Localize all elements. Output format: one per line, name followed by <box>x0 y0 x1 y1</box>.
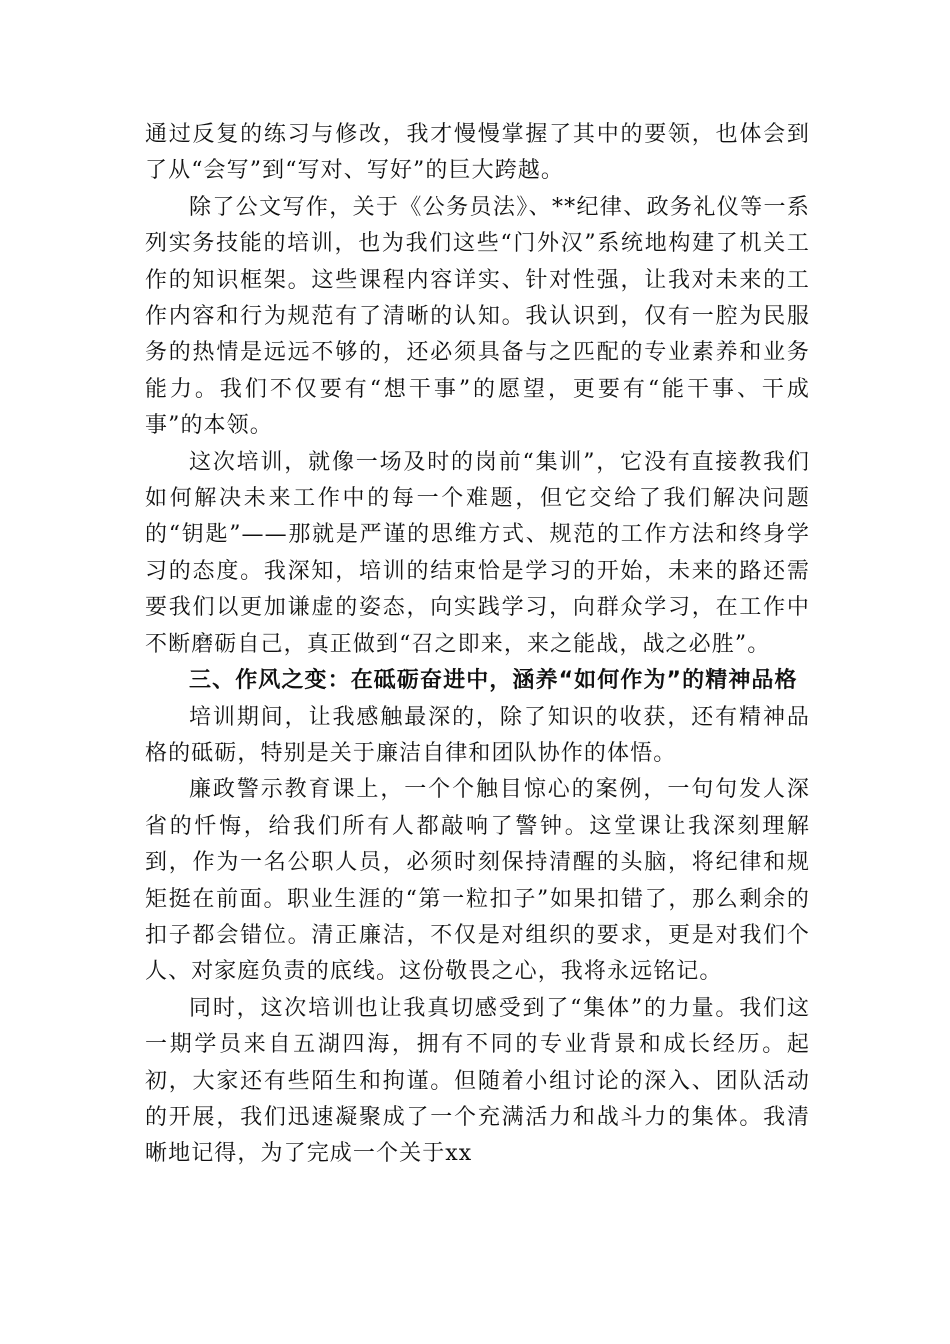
paragraph: 培训期间，让我感触最深的，除了知识的收获，还有精神品格的砥砺，特别是关于廉洁自律和团队协作的体悟。 <box>145 704 810 766</box>
paragraph: 这次培训，就像一场及时的岗前“集训”，它没有直接教我们如何解决未来工作中的每一个难题，但它交给了我们解决问题的“钥匙”——那就是严谨的思维方式、规范的工作方法和终身学习的态度。我深知，培训的结束恰是学习的开始，未来的路还需要我们以更加谦虚的姿态，向实践学习，向群众学习，在工作中不断磨砺自己，真正做到“召之即来，来之能战，战之必胜”。 <box>145 449 810 657</box>
paragraph: 同时，这次培训也让我真切感受到了“集体”的力量。我们这一期学员来自五湖四海，拥有不同的专业背景和成长经历。起初，大家还有些陌生和拘谨。但随着小组讨论的深入、团队活动的开展，我们迅速凝聚成了一个充满活力和战斗力的集体。我清晰地记得，为了完成一个关于xx <box>145 995 810 1167</box>
paragraph-continued: 通过反复的练习与修改，我才慢慢掌握了其中的要领，也体会到了从“会写”到“写对、写好”的巨大跨越。 <box>145 122 810 184</box>
document-body <box>145 117 810 1173</box>
paragraph: 除了公文写作，关于《公务员法》、**纪律、政务礼仪等一系列实务技能的培训，也为我们这些“门外汉”系统地构建了机关工作的知识框架。这些课程内容详实、针对性强，让我对未来的工作内容和行为规范有了清晰的认知。我认识到，仅有一腔为民服务的热情是远远不够的，还必须具备与之匹配的专业素养和业务能力。我们不仅要有“想干事”的愿望，更要有“能干事、干成事”的本领。 <box>145 194 810 439</box>
paragraph: 廉政警示教育课上，一个个触目惊心的案例，一句句发人深省的忏悔，给我们所有人都敲响了警钟。这堂课让我深刻理解到，作为一名公职人员，必须时刻保持清醒的头脑，将纪律和规矩挺在前面。职业生涯的“第一粒扣子”如果扣错了，那么剩余的扣子都会错位。清正廉洁，不仅是对组织的要求，更是对我们个人、对家庭负责的底线。这份敬畏之心，我将永远铭记。 <box>145 777 810 985</box>
section-heading: 三、作风之变：在砥砺奋进中，涵养“如何作为”的精神品格 <box>189 668 798 694</box>
